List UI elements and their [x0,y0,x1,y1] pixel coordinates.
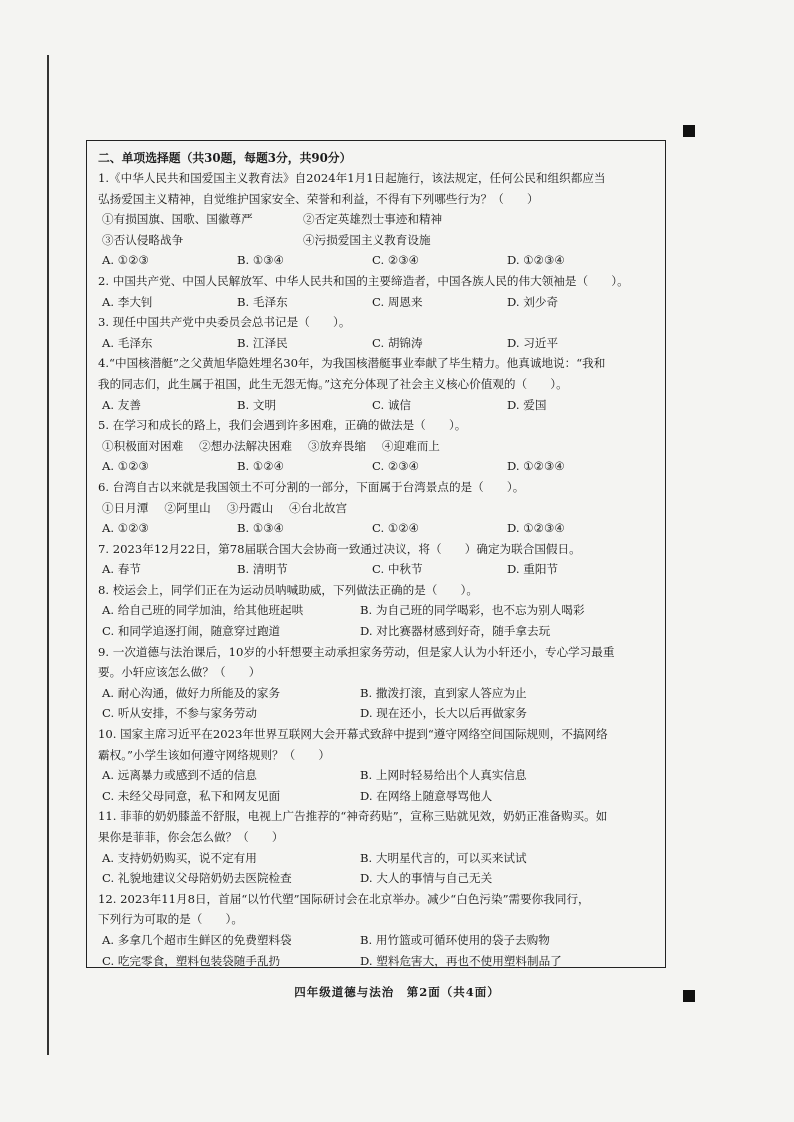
numbered-statement: ②否定英雄烈士事迹和精神 [303,212,443,227]
question-stem-line: 7. 2023年12月22日，第78届联合国大会协商一致通过决议，将（ ）确定为联合国假日。 [98,541,581,556]
option-row [98,786,657,807]
answer-option: D. 爱国 [507,397,547,412]
answer-option: B. 清明节 [237,562,288,577]
numbered-statement: ④迎难而上 [381,438,440,453]
numbered-statement: ③否认侵略战争 [102,232,184,247]
question-stem-line: 5. 在学习和成长的路上，我们会遇到许多困难，正确的做法是（ ）。 [98,418,467,433]
answer-option: C. 和同学追逐打闹，随意穿过跑道 [102,624,281,639]
option-row [98,559,657,580]
question-stem-line: 果你是菲菲，你会怎么做？（ ） [98,830,284,844]
answer-option: B. 文明 [237,397,277,412]
answer-option: B. 大明星代言的，可以买来试试 [360,850,527,865]
question-6 [98,477,657,539]
answer-option: B. 撒泼打滚，直到家人答应为止 [360,685,527,700]
option-row [98,518,657,539]
option-row [98,456,657,477]
answer-option: C. 胡锦涛 [372,335,423,350]
answer-option: C. 中秋节 [372,562,423,577]
answer-option: C. ②③④ [372,459,420,474]
numbered-statement: ④台北故宫 [289,500,348,515]
answer-option: D. 在网络上随意辱骂他人 [360,788,493,803]
numbered-statement: ③丹霞山 [226,500,274,515]
question-stem-line: 我的同志们，此生属于祖国，此生无怨无悔。”这充分体现了社会主义核心价值观的（ ）。 [98,376,568,391]
statement-row [98,436,657,457]
option-row [98,868,657,889]
question-stem-line: 6. 台湾自古以来就是我国领土不可分割的一部分，下面属于台湾景点的是（ ）。 [98,479,525,494]
question-2 [98,271,657,312]
answer-option: C. 诚信 [372,397,412,412]
answer-option: D. 重阳节 [507,562,559,577]
numbered-statement: ②想办法解决困难 [199,438,292,453]
answer-option: A. 友善 [102,397,141,412]
numbered-statement: ①有损国旗、国歌、国徽尊严 [102,212,253,227]
option-row [98,600,657,621]
answer-option: A. 支持奶奶购买，说不定有用 [102,850,257,865]
question-stem-line: 4.“中国核潜艇”之父黄旭华隐姓埋名30年，为我国核潜艇事业奉献了毕生精力。他真诚地说：“我和 [98,356,606,371]
question-1 [98,168,657,271]
question-stem-line: 10. 国家主席习近平在2023年世界互联网大会开幕式致辞中提到“遵守网络空间国际规则，不搞网络 [98,727,608,742]
option-row [98,621,657,642]
question-stem-line: 1.《中华人民共和国爱国主义教育法》自2024年1月1日起施行，该法规定，任何公民和组织都应当 [98,171,606,185]
answer-option: C. 听从安排，不参与家务劳动 [102,706,257,721]
option-row [98,930,657,951]
numbered-statement: ①日月潭 [102,500,149,515]
option-row [98,333,657,354]
answer-option: C. 未经父母同意，私下和网友见面 [102,788,281,803]
answer-option: D. ①②③④ [507,253,565,268]
numbered-statement: ④污损爱国主义教育设施 [303,232,431,247]
answer-option: B. 为自己班的同学喝彩，也不忘为别人喝彩 [360,603,585,618]
answer-option: B. ①③④ [237,521,285,536]
option-row [98,703,657,724]
answer-option: C. ①②④ [372,521,420,536]
question-stem-line: 2. 中国共产党、中国人民解放军、中华人民共和国的主要缔造者，中国各族人民的伟大领袖是（ ）。 [98,273,629,288]
answer-option: C. 周恩来 [372,294,423,309]
option-row [98,395,657,416]
answer-option: B. 用竹篮或可循环使用的袋子去购物 [360,932,550,947]
registration-mark-top [683,125,695,137]
answer-option: D. 对比赛器材感到好奇，随手拿去玩 [360,624,551,639]
option-row [98,683,657,704]
question-4 [98,353,657,415]
answer-option: D. 刘少奇 [507,294,559,309]
question-stem-line: 3. 现任中国共产党中央委员会总书记是（ ）。 [98,315,351,330]
answer-option: D. ①②③④ [507,521,565,536]
answer-option: A. 给自己班的同学加油，给其他班起哄 [102,603,304,618]
option-row [98,848,657,869]
option-row [98,951,657,972]
question-stem-line: 11. 菲菲的奶奶膝盖不舒服，电视上广告推荐的“神奇药贴”，宣称三贴就见效，奶奶正准备购买。如 [98,809,608,824]
answer-option: B. ①③④ [237,253,285,268]
question-stem-line: 8. 校运会上，同学们正在为运动员呐喊助威，下列做法正确的是（ ）。 [98,582,478,597]
answer-option: B. 上网时轻易给出个人真实信息 [360,768,527,783]
numbered-statement: ③放弃畏缩 [307,438,366,453]
statement-row [98,498,657,519]
statement-row [98,230,657,251]
option-row [98,765,657,786]
answer-option: A. 李大钊 [102,294,153,309]
question-stem-line: 霸权。”小学生该如何遵守网络规则？（ ） [98,747,331,762]
question-7 [98,539,657,580]
question-stem-line: 12. 2023年11月8日，首届“以竹代塑”国际研讨会在北京举办。减少“白色污染”需要你我同行， [98,891,590,906]
section-heading: 二、单项选择题（共30题，每题3分，共90分） [98,151,352,165]
question-9 [98,642,657,724]
numbered-statement: ②阿里山 [164,500,211,515]
question-list [98,168,657,971]
answer-option: D. 大人的事情与自己无关 [360,871,493,886]
binding-margin-line [47,55,49,1055]
answer-option: C. 吃完零食，塑料包装袋随手乱扔 [102,953,281,968]
question-stem-line: 下列行为可取的是（ ）。 [98,912,243,927]
answer-option: A. 耐心沟通，做好力所能及的家务 [102,685,281,700]
question-stem-line: 弘扬爱国主义精神，自觉维护国家安全、荣誉和利益，不得有下列哪些行为？（ ） [98,191,539,206]
question-stem-line: 要。小轩应该怎么做？（ ） [98,665,261,680]
exam-question-box [86,140,666,968]
question-10 [98,724,657,806]
answer-option: D. 塑料危害大，再也不使用塑料制品了 [360,953,562,968]
answer-option: A. ①②③ [102,253,149,268]
answer-option: A. 远离暴力或感到不适的信息 [102,768,257,783]
answer-option: D. ①②③④ [507,459,565,474]
question-11 [98,806,657,888]
answer-option: B. 江泽民 [237,335,288,350]
question-8 [98,580,657,642]
question-stem-line: 9. 一次道德与法治课后，10岁的小轩想要主动承担家务劳动，但是家人认为小轩还小，专心学习最重 [98,644,615,659]
answer-option: D. 现在还小，长大以后再做家务 [360,706,527,721]
answer-option: A. 春节 [102,562,141,577]
answer-option: B. 毛泽东 [237,294,288,309]
question-5 [98,415,657,477]
answer-option: A. 毛泽东 [102,335,153,350]
option-row [98,250,657,271]
option-row [98,292,657,313]
answer-option: A. ①②③ [102,459,149,474]
answer-option: C. 礼貌地建议父母陪奶奶去医院检查 [102,871,292,886]
answer-option: A. ①②③ [102,521,149,536]
answer-option: A. 多拿几个超市生鲜区的免费塑料袋 [102,932,292,947]
numbered-statement: ①积极面对困难 [102,438,184,453]
answer-option: C. ②③④ [372,253,420,268]
answer-option: B. ①②④ [237,459,285,474]
page-footer: 四年级道德与法治 第2面（共4面） [294,985,500,999]
answer-option: D. 习近平 [507,335,559,350]
question-12 [98,889,657,971]
question-3 [98,312,657,353]
statement-row [98,209,657,230]
